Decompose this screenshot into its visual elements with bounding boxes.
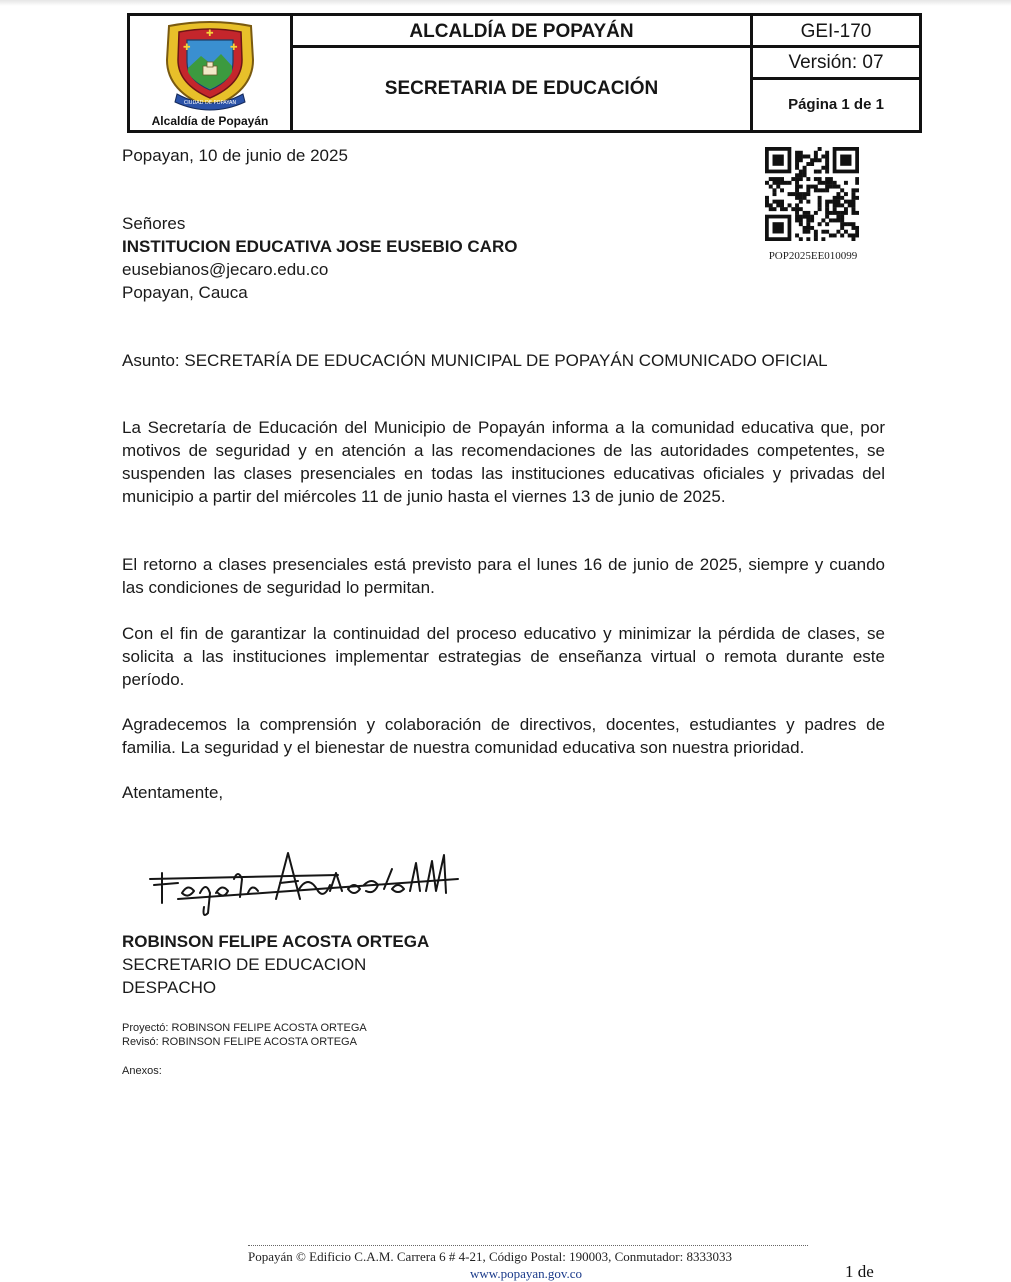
logo-caption: Alcaldía de Popayán — [151, 114, 269, 128]
signer-office: DESPACHO — [122, 978, 217, 997]
signer-name: ROBINSON FELIPE ACOSTA ORTEGA — [122, 932, 430, 951]
svg-text:✚: ✚ — [206, 29, 214, 39]
qr-code-icon — [765, 147, 859, 241]
scan-edge-shadow — [0, 0, 1011, 6]
projected-by: Proyectó: ROBINSON FELIPE ACOSTA ORTEGA — [122, 1022, 367, 1034]
handwritten-signature — [148, 833, 468, 923]
recipient-email: eusebianos@jecaro.edu.co — [122, 260, 329, 279]
letter-subject: Asunto: SECRETARÍA DE EDUCACIÓN MUNICIPAL DE POPAYÁN COMUNICADO OFICIAL — [122, 351, 828, 370]
footer-page-marker: 1 de — [845, 1262, 874, 1281]
body-paragraph: El retorno a clases presenciales está previsto para el lunes 16 de junio de 2025, siempre y cuando las condiciones de seguridad lo permitan. — [122, 555, 885, 597]
logo-cell — [130, 16, 293, 130]
footer-website: www.popayan.gov.co — [470, 1266, 583, 1281]
document-code: GEI-170 — [753, 16, 919, 48]
salutation: Señores — [122, 214, 186, 233]
document-version: Versión: 07 — [753, 48, 919, 80]
reviewed-by: Revisó: ROBINSON FELIPE ACOSTA ORTEGA — [122, 1036, 357, 1048]
closing: Atentamente, — [122, 783, 224, 802]
page-number: Página 1 de 1 — [788, 96, 884, 113]
letter-date: Popayan, 10 de junio de 2025 — [122, 146, 348, 165]
department-name: SECRETARIA DE EDUCACIÓN — [384, 78, 659, 99]
body-paragraph: Con el fin de garantizar la continuidad del proceso educativo y minimizar la pérdida de clases, se solicita a las instituciones implementar estrategias de enseñanza virtual o remota durante este período. — [122, 624, 885, 689]
signer-title: SECRETARIO DE EDUCACION — [122, 955, 367, 974]
svg-text:✚: ✚ — [230, 43, 238, 53]
document-header-table — [127, 13, 922, 133]
coat-of-arms-logo — [161, 20, 259, 112]
recipient-name: INSTITUCION EDUCATIVA JOSE EUSEBIO CARO — [122, 237, 518, 256]
logo-banner-text: CIUDAD DE POPAYAN — [183, 100, 237, 106]
body-paragraph: La Secretaría de Educación del Municipio de Popayán informa a la comunidad educativa que, por motivos de seguridad y en atención a las recomendaciones de las autoridades competentes, se suspenden las clases presenciales en todas las instituciones educativas oficiales y privadas del municipio a partir del miércoles 11 de junio hasta el viernes 13 de junio de 2025. — [122, 418, 885, 506]
institution-name: ALCALDÍA DE POPAYÁN — [293, 16, 750, 48]
footer-divider — [248, 1245, 808, 1246]
qr-reference-code: POP2025EE010099 — [768, 250, 858, 262]
body-paragraph: Agradecemos la comprensión y colaboración de directivos, docentes, estudiantes y padres de familia. La seguridad y el bienestar de nuestra comunidad educativa son nuestra prioridad. — [122, 715, 885, 757]
footer-address: Popayán © Edificio C.A.M. Carrera 6 # 4-21, Código Postal: 190003, Conmutador: 8333033 — [248, 1249, 732, 1264]
document-meta-cell — [750, 16, 919, 130]
svg-text:✚: ✚ — [183, 43, 191, 53]
annexes: Anexos: — [122, 1065, 162, 1077]
recipient-city: Popayan, Cauca — [122, 283, 248, 302]
